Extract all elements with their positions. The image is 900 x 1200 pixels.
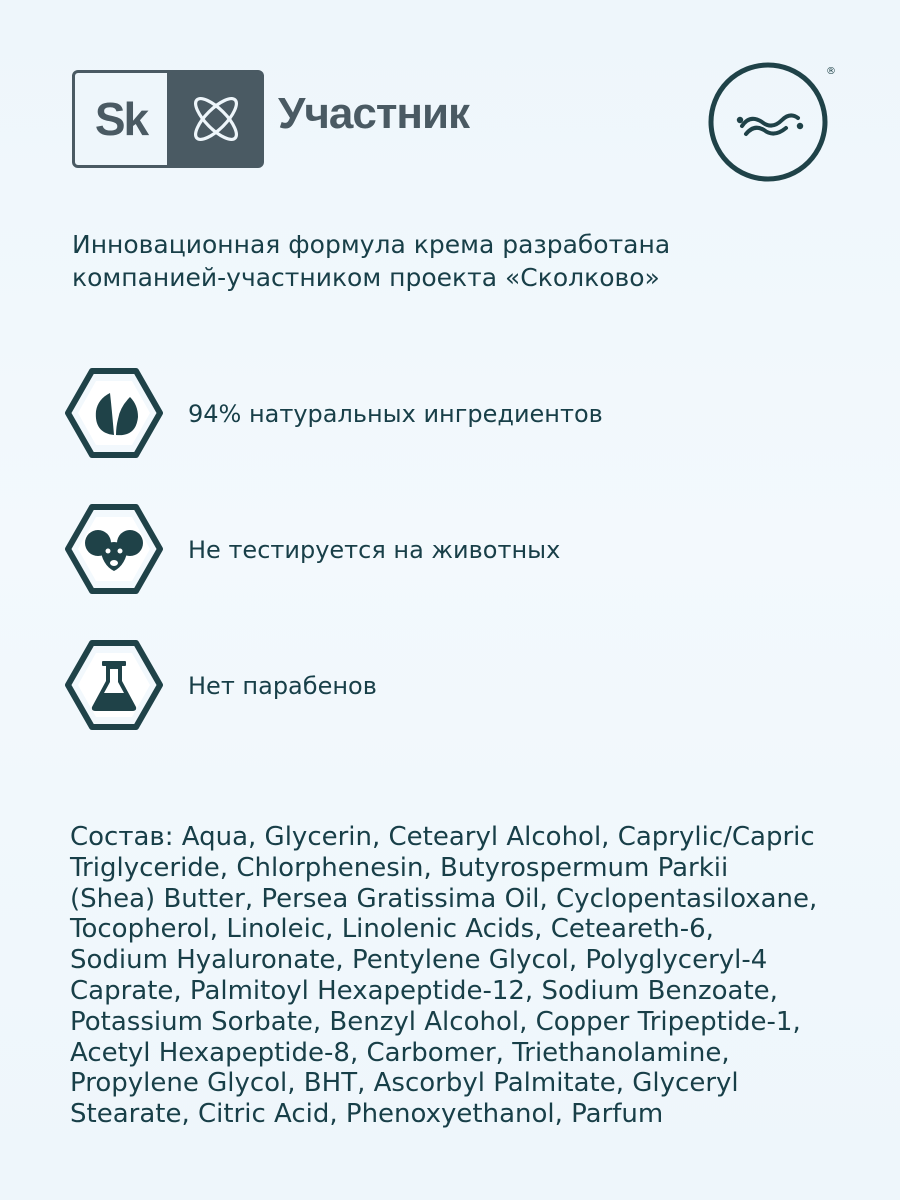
registered-mark: ® [826,66,836,77]
skolkovo-participant-badge [72,70,264,166]
feature-no-animal-testing [64,503,784,599]
ingredients-line: Acetyl Hexapeptide-8, Carbomer, Triethanolamine, [70,1037,730,1068]
feature-no-parabens [64,639,784,735]
ingredients-list [70,822,870,1130]
feature-natural [64,367,784,463]
ingredients-line: Propylene Glycol, BHT, Ascorbyl Palmitate, Glyceryl [70,1068,739,1099]
ingredients-line: Состав: Aqua, Glycerin, Cetearyl Alcohol, Caprylic/Capric [70,822,815,852]
ingredients-line: Potassium Sorbate, Benzyl Alcohol, Copper Tripeptide-1, [70,1006,801,1037]
brand-logo [706,60,836,186]
tagline-line: Инновационная формула крема разработана [72,230,671,259]
tagline [72,228,832,294]
feature-label: 94% натуральных ингредиентов [188,400,603,428]
ingredients-line: Triglyceride, Chlorphenesin, Butyrospermum Parkii [70,852,729,883]
flask-icon [64,639,164,731]
sk-letters: Sk [72,70,170,168]
ingredients-line: Sodium Hyaluronate, Pentylene Glycol, Polyglyceryl-4 [70,945,768,976]
ingredients-line: Stearate, Citric Acid, Phenoxyethanol, Parfum [70,1099,664,1130]
feature-label: Нет парабенов [188,672,377,700]
feature-label: Не тестируется на животных [188,536,561,564]
tagline-line: компанией-участником проекта «Сколково» [72,263,660,292]
ingredients-line: Tocopherol, Linoleic, Linolenic Acids, Ceteareth-6, [70,914,714,945]
ingredients-line: (Shea) Butter, Persea Gratissima Oil, Cyclopentasiloxane, [70,883,818,914]
leaf-icon [64,367,164,459]
atom-icon [167,70,264,168]
ingredients-line: Caprate, Palmitoyl Hexapeptide-12, Sodium Benzoate, [70,975,778,1006]
mouse-icon [64,503,164,595]
participant-label: Участник [278,89,470,138]
